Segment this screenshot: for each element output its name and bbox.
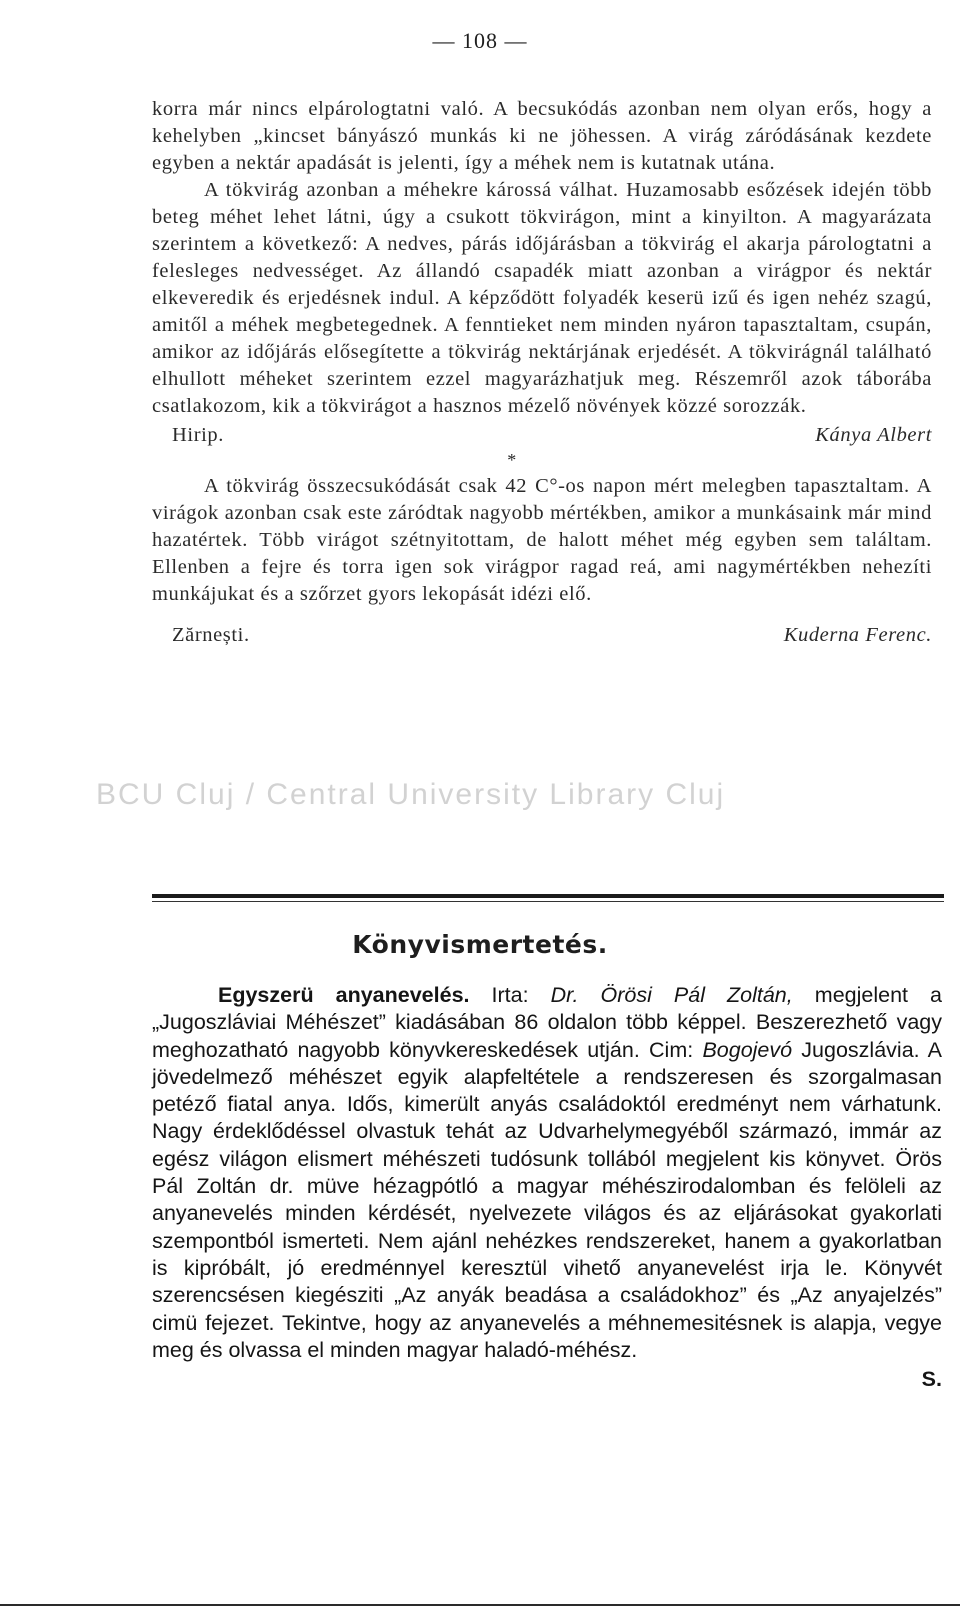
review-irta: Irta:	[469, 983, 551, 1007]
review-signature: S.	[921, 1367, 942, 1392]
review-text-1: megjelent a „Jugoszláviai Méhészet” kiadásában 86 oldalon több képpel. Beszerezhető vagy meghozatható nagyobb könyvkereskedések utján. Cim:	[152, 983, 942, 1062]
article2-paragraph-1: A tökvirág összecsukódását csak 42 C°-os napon mért melegben tapasztaltam. A virágok azonban csak este záródtak nagyobb mértékben, amikor a munkásaink már mind hazatértek. Több virágot szétnyitottam, de halott méhet még egyben sem találtam. Ellenben a fejre és torra igen sok virágpor ragad reá, ami nagymértékben nehezíti munkájukat és a szőrzet gyors lekopását idézi elő.	[152, 475, 932, 605]
article2-author: Kuderna Ferenc.	[783, 624, 932, 646]
book-review	[152, 982, 942, 1393]
library-watermark: BCU Cluj / Central University Library Cluj	[96, 778, 726, 811]
review-paragraph	[152, 982, 942, 1364]
section-title: Könyvismertetés.	[352, 930, 608, 959]
article1-paragraph-2: A tökvirág azonban a méhekre károssá válhat. Huzamosabb esőzések idején több beteg méhet lehet látni, úgy a csukott tökvirágon, mint a kinyilton. A magyarázata szerintem a következő: A nedves, párás időjárásban a tökvirág el akarja párologtatni a felesleges nedvességet. Az állandó csapadék miatt azonban a virágpor és nektár elkeveredik és erjedésnek indul. A képződött folyadék keserü izű és igen nehéz szagú, amitől a méhek megbetegednek. A fenntieket nem minden nyáron tapasztaltam, csupán, amikor az időjárás elősegítette a tökvirág nektárjának erjedését. A tökvirágnál található elhullott méheket szerintem ezzel magyarázhatjuk meg. Részemről azok táborába csatlakozom, kik a tökvirágot a hasznos mézelő növények közzé sorozzák.	[152, 179, 932, 417]
article1-author: Kánya Albert	[815, 424, 932, 446]
review-place: Bogojevó	[702, 1037, 793, 1062]
section-separator: *	[507, 450, 517, 470]
page-bottom-edge	[0, 1604, 960, 1606]
article2-place: Zărnești.	[172, 624, 250, 646]
review-author: Dr. Örösi Pál Zoltán,	[550, 983, 793, 1007]
divider-rule-thick	[152, 894, 944, 898]
review-book-title: Egyszerü anyanevelés.	[218, 983, 470, 1007]
article1-paragraph-1: korra már nincs elpárologtatni való. A becsukódás azonban nem olyan erős, hogy a kehelyben „kincset bányászó munkás ki ne jöhessen. A virág záródásának kezdete egyben a nektár apadását is jelenti, így a méhek nem is kutatnak utána.	[152, 98, 932, 174]
page-number: — 108 —	[432, 28, 528, 53]
article1-place: Hirip.	[172, 424, 224, 446]
article-continuation	[152, 96, 932, 649]
article1-signature	[152, 422, 932, 449]
review-text-2: Jugoszlávia. A jövedelmező méhészet egyik alapfeltétele a rendszeresen és szorgalmasan petéző fiatal anya. Idős, kimerült anyás családoktól eredményt nem várhatunk. Nagy érdeklődéssel olvastuk tehát az Udvarhelymegyéből származó, immár az egész világon elismert méhészeti tudósunk tollából megjelent kis könyvet. Örös Pál Zoltán dr. müve hézagpótló a magyar méhészirodalomban és felöleli az anyanevelés minden kérdését, nyelvezete világos és az eljárásokat gyakorlati szempontból ismerteti. Nem ajánl nehézkes rendszereket, hanem a gyakorlatban is kipróbált, jó eredménnyel keresztül vihető anyanevelést irja le. Könyvét szerencsésen kiegésziti „Az anyák beadása a családokhoz” és „Az anyajelzés” cimü fejezet. Tekintve, hogy az anyanevelés a méhnemesitésnek is alapja, vegye meg és olvassa el minden magyar haladó-méhész.	[152, 1037, 942, 1362]
divider-rule-thin	[152, 901, 944, 902]
article2-signature	[152, 622, 932, 649]
